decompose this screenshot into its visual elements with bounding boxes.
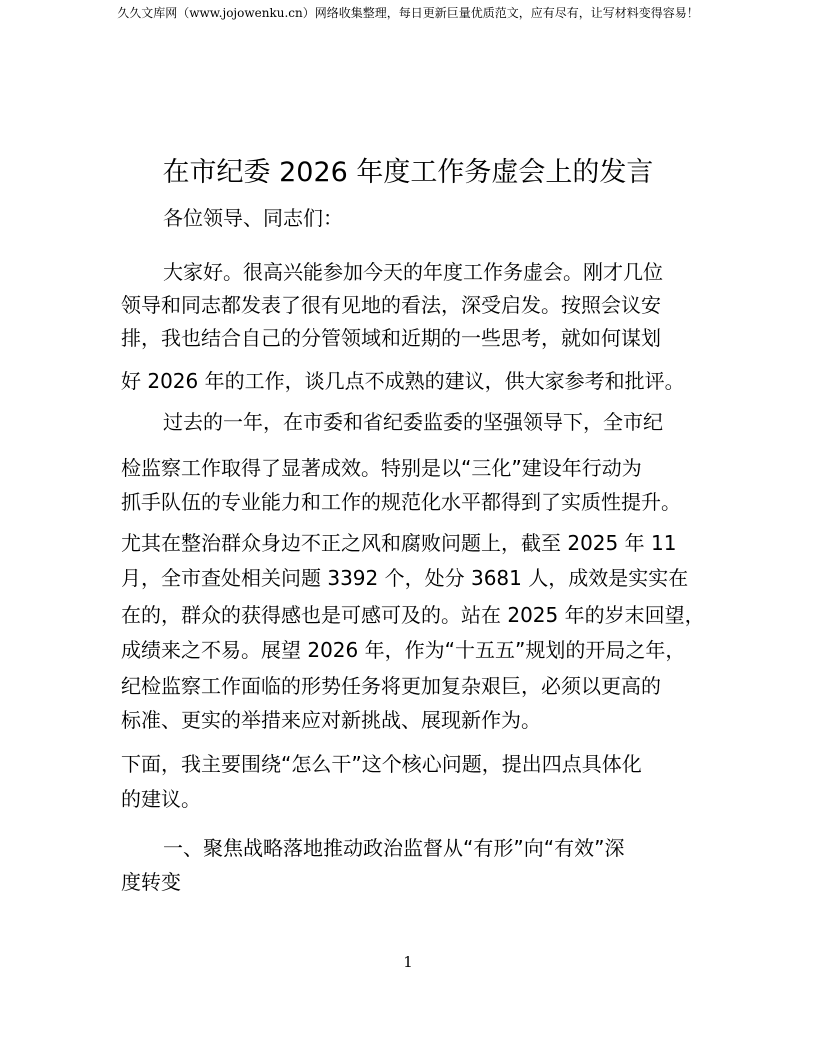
paragraph-line: 的建议。 bbox=[121, 787, 201, 811]
paragraph-line: 好 2026 年的工作，谈几点不成熟的建议，供大家参考和批评。 bbox=[121, 369, 685, 393]
paragraph-line: 抓手队伍的专业能力和工作的规范化水平都得到了实质性提升。 bbox=[121, 490, 681, 514]
paragraph-line: 月，全市查处相关问题 3392 个，处分 3681 人，成效是实实在 bbox=[121, 566, 689, 590]
paragraph-line: 过去的一年，在市委和省纪委监委的坚强领导下，全市纪 bbox=[163, 410, 663, 434]
paragraph-line: 排，我也结合自己的分管领域和近期的一些思考，就如何谋划 bbox=[121, 326, 661, 350]
paragraph-line: 领导和同志都发表了很有见地的看法，深受启发。按照会议安 bbox=[121, 293, 661, 317]
paragraph-line: 在的，群众的获得感也是可感可及的。站在 2025 年的岁末回望， bbox=[121, 603, 705, 627]
paragraph-line: 下面，我主要围绕“怎么干”这个核心问题，提出四点具体化 bbox=[121, 752, 642, 776]
paragraph-line: 标准、更实的举措来应对新挑战、展现新作为。 bbox=[121, 708, 541, 732]
paragraph-line: 检监察工作取得了显著成效。特别是以“三化”建设年行动为 bbox=[121, 456, 642, 480]
page-number: 1 bbox=[403, 953, 413, 971]
paragraph-line: 尤其在整治群众身边不正之风和腐败问题上，截至 2025 年 11 bbox=[121, 531, 677, 555]
paragraph-line: 成绩来之不易。展望 2026 年，作为“十五五”规划的开局之年， bbox=[121, 638, 686, 662]
website-watermark-note: 久久文库网（www.jojowenku.cn）网络收集整理，每日更新巨量优质范文，应有尽有，让写材料变得容易！ bbox=[117, 6, 699, 20]
paragraph-line: 纪检监察工作面临的形势任务将更加复杂艰巨，必须以更高的 bbox=[121, 674, 661, 698]
document-title: 在市纪委 2026 年度工作务虚会上的发言 bbox=[162, 157, 654, 188]
greeting: 各位领导、同志们： bbox=[163, 206, 343, 230]
paragraph-line: 大家好。很高兴能参加今天的年度工作务虚会。刚才几位 bbox=[163, 260, 663, 284]
section-heading: 一、聚焦战略落地推动政治监督从“有形”向“有效”深 bbox=[163, 836, 625, 860]
section-heading: 度转变 bbox=[121, 870, 181, 894]
